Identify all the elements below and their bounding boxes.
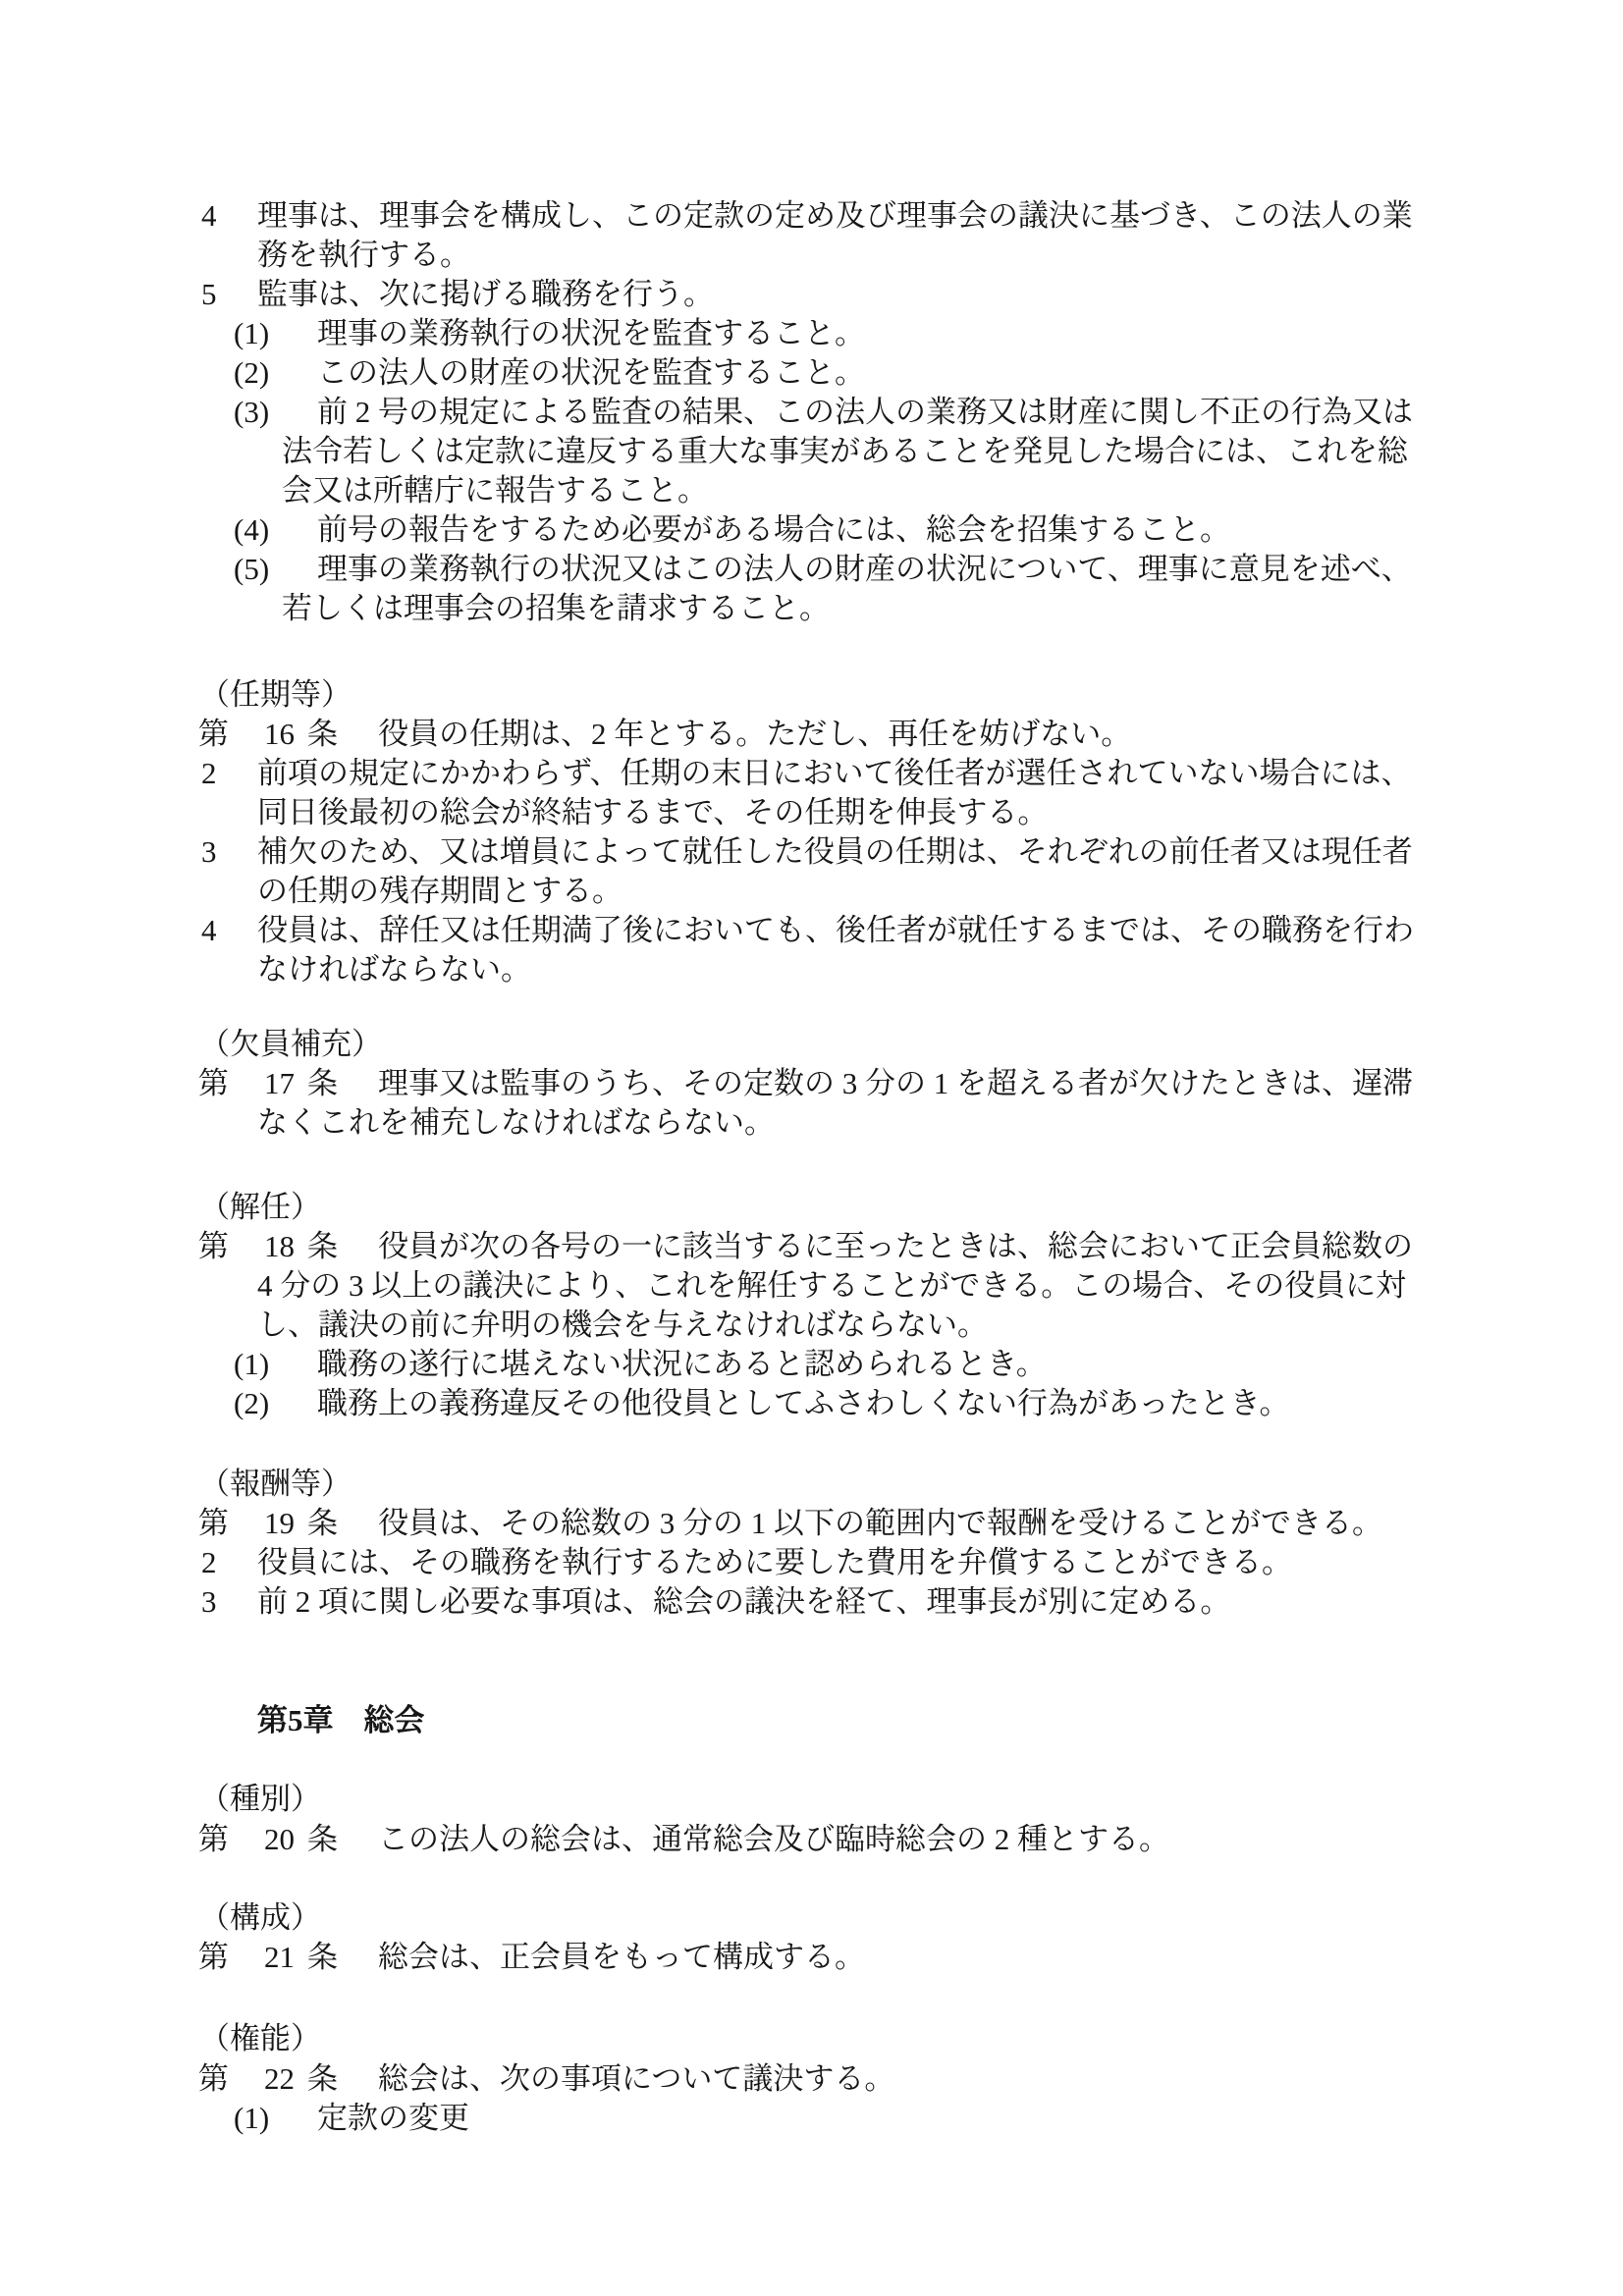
- article-text: 役員が次の各号の一に該当するに至ったときは、総会において正会員総数の: [378, 1229, 1413, 1263]
- article-number: 19: [264, 1506, 295, 1540]
- item-marker: (1): [234, 1347, 270, 1381]
- article-number: 20: [264, 1822, 295, 1856]
- article-line: [0, 1504, 1623, 1543]
- paragraph-line: [0, 832, 1623, 872]
- item-text: 理事の業務執行の状況を監査すること。: [317, 316, 865, 350]
- item-text: この法人の財産の状況を監査すること。: [317, 355, 865, 390]
- item-line: [0, 353, 1623, 393]
- article-text: 総会は、次の事項について議決する。: [378, 2061, 895, 2096]
- article-text: 総会は、正会員をもって構成する。: [378, 1940, 865, 1974]
- item-text: 前号の報告をするため必要がある場合には、総会を招集すること。: [317, 512, 1230, 547]
- paragraph-line: [0, 275, 1623, 314]
- article-text: 理事又は監事のうち、その定数の 3 分の 1 を超える者が欠けたときは、遅滞: [378, 1066, 1413, 1100]
- item-line: [0, 393, 1623, 432]
- article-line: [0, 2059, 1623, 2099]
- section-header-text: （構成）: [199, 1900, 321, 1935]
- paragraph-text: 役員は、辞任又は任期満了後においても、後任者が就任するまでは、その職務を行わ: [257, 913, 1414, 947]
- paragraph-number: 3: [201, 834, 217, 869]
- article-number: 21: [264, 1940, 295, 1974]
- article-jou-label: 条: [307, 1229, 338, 1263]
- item-text: 前 2 号の規定による監査の結果、この法人の業務又は財産に関し不正の行為又は: [317, 395, 1413, 429]
- continuation-line: [0, 1103, 1623, 1143]
- section-header-text: （権能）: [199, 2021, 321, 2056]
- article-dai-label: 第: [198, 1506, 229, 1540]
- item-continuation-line: [0, 471, 1623, 510]
- article-jou-label: 条: [307, 717, 338, 751]
- article-text: 役員は、その総数の 3 分の 1 以下の範囲内で報酬を受けることができる。: [378, 1506, 1382, 1540]
- line-text: 務を執行する。: [257, 238, 470, 272]
- article-number: 22: [264, 2061, 295, 2096]
- continuation-line: [0, 872, 1623, 911]
- item-continuation-line: [0, 589, 1623, 628]
- line-text: 会又は所轄庁に報告すること。: [282, 473, 708, 507]
- article-dai-label: 第: [198, 1822, 229, 1856]
- item-marker: (3): [234, 395, 270, 429]
- line-text: 法令若しくは定款に違反する重大な事実があることを発見した場合には、これを総: [282, 434, 1408, 468]
- article-jou-label: 条: [307, 1940, 338, 1974]
- paragraph-number: 4: [201, 198, 217, 233]
- line-text: の任期の残存期間とする。: [257, 874, 622, 908]
- continuation-line: [0, 950, 1623, 989]
- item-text: 定款の変更: [317, 2101, 469, 2135]
- article-jou-label: 条: [307, 1822, 338, 1856]
- article-number: 16: [264, 717, 295, 751]
- item-marker: (1): [234, 316, 270, 350]
- paragraph-number: 5: [201, 277, 217, 311]
- paragraph-line: [0, 911, 1623, 950]
- item-line: [0, 314, 1623, 353]
- line-text: 同日後最初の総会が終結するまで、その任期を伸長する。: [257, 795, 1049, 829]
- article-line: [0, 1820, 1623, 1859]
- section-header-text: （報酬等）: [199, 1467, 352, 1501]
- section-header-line: [0, 2019, 1623, 2058]
- item-marker: (5): [234, 552, 270, 586]
- continuation-line: [0, 236, 1623, 275]
- chapter-heading-line: [0, 1701, 1623, 1740]
- chapter-heading-text: 第5章 総会: [257, 1703, 425, 1737]
- article-text: この法人の総会は、通常総会及び臨時総会の 2 種とする。: [378, 1822, 1169, 1856]
- paragraph-number: 2: [201, 756, 217, 790]
- paragraph-line: [0, 1582, 1623, 1622]
- line-text: し、議決の前に弁明の機会を与えなければならない。: [257, 1308, 988, 1342]
- line-text: なくこれを補充しなければならない。: [257, 1105, 775, 1140]
- article-dai-label: 第: [198, 1229, 229, 1263]
- item-marker: (2): [234, 355, 270, 390]
- paragraph-text: 監事は、次に掲げる職務を行う。: [257, 277, 714, 311]
- article-text: 役員の任期は、2 年とする。ただし、再任を妨げない。: [378, 717, 1132, 751]
- section-header-line: [0, 1780, 1623, 1819]
- item-line: [0, 510, 1623, 550]
- article-line: [0, 1227, 1623, 1266]
- section-header-line: [0, 1025, 1623, 1064]
- item-marker: (1): [234, 2101, 270, 2135]
- item-text: 職務上の義務違反その他役員としてふさわしくない行為があったとき。: [317, 1386, 1290, 1420]
- section-header-text: （任期等）: [199, 677, 352, 712]
- paragraph-text: 前 2 項に関し必要な事項は、総会の議決を経て、理事長が別に定める。: [257, 1584, 1231, 1619]
- paragraph-text: 理事は、理事会を構成し、この定款の定め及び理事会の議決に基づき、この法人の業: [257, 198, 1413, 233]
- paragraph-line: [0, 754, 1623, 793]
- item-continuation-line: [0, 432, 1623, 471]
- section-header-line: [0, 675, 1623, 715]
- item-line: [0, 1345, 1623, 1384]
- article-number: 18: [264, 1229, 295, 1263]
- article-number: 17: [264, 1066, 295, 1100]
- paragraph-text: 補欠のため、又は増員によって就任した役員の任期は、それぞれの前任者又は現任者: [257, 834, 1413, 869]
- continuation-line: [0, 793, 1623, 832]
- paragraph-text: 役員には、その職務を執行するために要した費用を弁償することができる。: [257, 1545, 1292, 1579]
- paragraph-line: [0, 1543, 1623, 1582]
- article-jou-label: 条: [307, 1066, 338, 1100]
- article-dai-label: 第: [198, 1066, 229, 1100]
- section-header-line: [0, 1188, 1623, 1227]
- paragraph-text: 前項の規定にかかわらず、任期の末日において後任者が選任されていない場合には、: [257, 756, 1412, 790]
- section-header-text: （欠員補充）: [199, 1027, 382, 1061]
- item-text: 職務の遂行に堪えない状況にあると認められるとき。: [317, 1347, 1047, 1381]
- article-jou-label: 条: [307, 2061, 338, 2096]
- article-jou-label: 条: [307, 1506, 338, 1540]
- paragraph-line: [0, 196, 1623, 236]
- section-header-line: [0, 1465, 1623, 1504]
- item-text: 理事の業務執行の状況又はこの法人の財産の状況について、理事に意見を述べ、: [317, 552, 1412, 586]
- continuation-line: [0, 1266, 1623, 1306]
- continuation-line: [0, 1306, 1623, 1345]
- item-line: [0, 2099, 1623, 2138]
- article-line: [0, 1938, 1623, 1977]
- item-line: [0, 550, 1623, 589]
- item-line: [0, 1384, 1623, 1423]
- item-marker: (2): [234, 1386, 270, 1420]
- article-line: [0, 1064, 1623, 1103]
- line-text: 4 分の 3 以上の議決により、これを解任することができる。この場合、その役員に対: [257, 1268, 1407, 1303]
- item-marker: (4): [234, 512, 270, 547]
- section-header-text: （解任）: [199, 1190, 321, 1224]
- paragraph-number: 4: [201, 913, 217, 947]
- line-text: なければならない。: [257, 952, 531, 987]
- article-dai-label: 第: [198, 717, 229, 751]
- paragraph-number: 3: [201, 1584, 217, 1619]
- section-header-line: [0, 1898, 1623, 1938]
- article-dai-label: 第: [198, 1940, 229, 1974]
- line-text: 若しくは理事会の招集を請求すること。: [282, 591, 830, 625]
- article-dai-label: 第: [198, 2061, 229, 2096]
- paragraph-number: 2: [201, 1545, 217, 1579]
- section-header-text: （種別）: [199, 1782, 321, 1816]
- article-line: [0, 715, 1623, 754]
